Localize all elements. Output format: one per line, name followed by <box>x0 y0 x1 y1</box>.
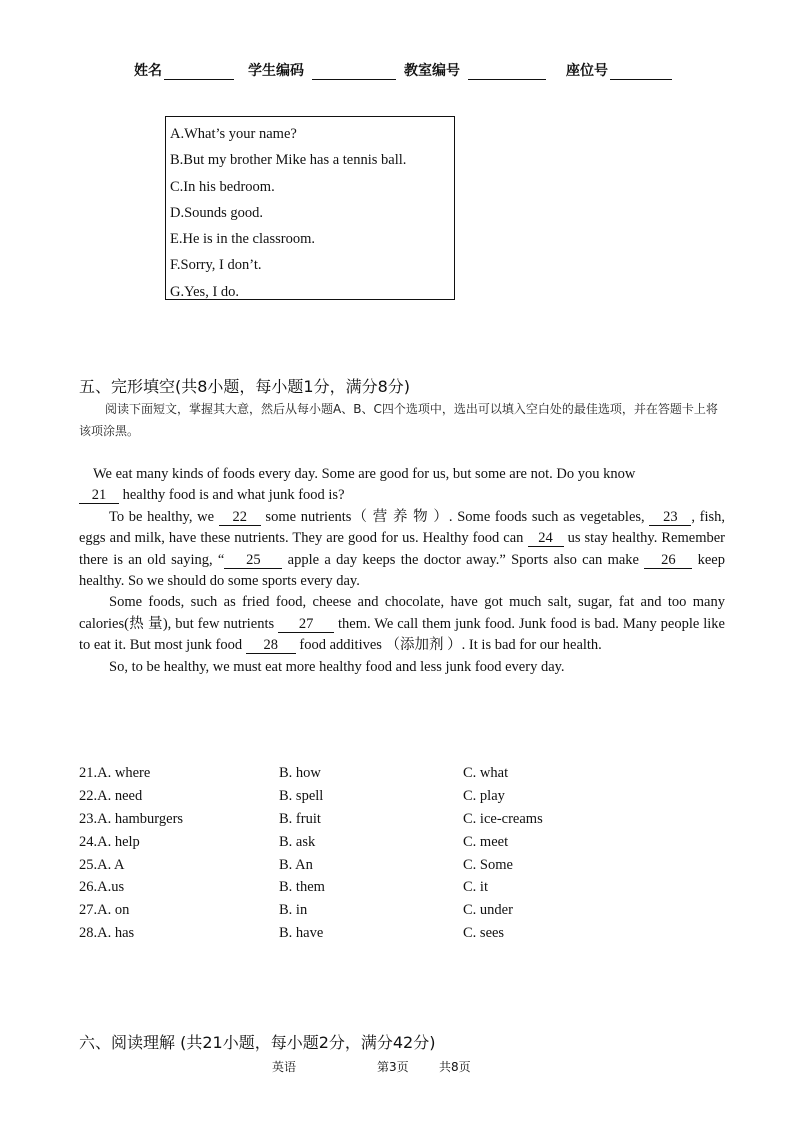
blank-23: 23 <box>649 509 691 526</box>
footer-page-number: 第3页 <box>377 1060 409 1074</box>
question-row <box>79 785 639 808</box>
section-6-title: 六、阅读理解 (共21小题，每小题2分，满分42分) <box>79 1033 436 1052</box>
choice-b[interactable]: B. in <box>279 902 308 919</box>
choice-b[interactable]: B. have <box>279 925 324 942</box>
blank-25: 25 <box>224 552 282 569</box>
blank-22: 22 <box>219 509 261 526</box>
choice-a[interactable]: 26.A.us <box>79 879 125 896</box>
choice-a[interactable]: 21.A. where <box>79 765 151 781</box>
choice-c[interactable]: C. ice-creams <box>463 810 543 827</box>
question-row <box>79 762 639 785</box>
question-row <box>79 854 639 877</box>
question-row <box>79 876 639 899</box>
question-row <box>79 808 639 831</box>
passage-paragraph-1: We eat many kinds of foods every day. Some are good for us, but some are not. Do you know 21 healthy food is and what junk food is? <box>79 464 725 507</box>
option-f: F.Sorry, I don’t. <box>170 257 262 274</box>
option-c: C.In his bedroom. <box>170 178 275 195</box>
name-field[interactable] <box>134 60 234 80</box>
choice-b[interactable]: B. spell <box>279 787 324 804</box>
choice-a[interactable]: 23.A. hamburgers <box>79 810 184 827</box>
choice-c[interactable]: C. what <box>463 765 509 781</box>
section-5-title: 五、完形填空(共8小题，每小题1分，满分8分) <box>79 377 411 396</box>
classroom-label: 教室编号 <box>404 63 460 79</box>
seat-field[interactable] <box>566 60 672 80</box>
choice-c[interactable]: C. play <box>463 787 505 804</box>
name-label: 姓名 <box>134 63 162 79</box>
choice-a[interactable]: 25.A. A <box>79 856 125 873</box>
option-b: B.But my brother Mike has a tennis ball. <box>170 152 407 169</box>
answer-options-box <box>165 116 455 300</box>
passage-paragraph-3: Some foods, such as fried food, cheese and chocolate, have got much salt, sugar, fat and too many calories(热 量), but few nutrients 27 them. We call them junk food. Junk food is bad. Many people like to eat it. But most junk food 28 food additives （添加剂 ）. It is bad for our health. <box>79 594 725 654</box>
choice-a[interactable]: 22.A. need <box>79 787 143 804</box>
blank-28: 28 <box>246 637 296 654</box>
choice-b[interactable]: B. how <box>279 765 321 781</box>
cloze-passage <box>79 464 725 678</box>
choice-a[interactable]: 28.A. has <box>79 925 135 942</box>
choice-b[interactable]: B. ask <box>279 833 316 850</box>
cloze-questions <box>79 762 639 945</box>
question-row <box>79 899 639 922</box>
choice-b[interactable]: B. them <box>279 879 325 896</box>
choice-c[interactable]: C. sees <box>463 925 505 942</box>
section-5-instructions: 阅读下面短文，掌握其大意，然后从每小题A、B、C四个选项中，选出可以填入空白处的最佳选项，并在答题卡上将该项涂黑。 <box>79 402 718 438</box>
passage-paragraph-4: So, to be healthy, we must eat more healthy food and less junk food every day. <box>109 658 565 675</box>
seat-label: 座位号 <box>566 63 608 79</box>
blank-26: 26 <box>644 552 692 569</box>
option-e: E.He is in the classroom. <box>170 231 315 248</box>
choice-a[interactable]: 27.A. on <box>79 902 130 919</box>
footer-total-pages: 共8页 <box>439 1060 471 1074</box>
choice-b[interactable]: B. fruit <box>279 810 321 827</box>
choice-a[interactable]: 24.A. help <box>79 833 140 850</box>
question-row <box>79 831 639 854</box>
student-id-label: 学生编码 <box>248 63 304 79</box>
passage-paragraph-2: To be healthy, we 22 some nutrients（ 营 养 物 ）. Some foods such as vegetables, 23 , fish, eggs and milk, have these nutrients. They are good for us. Healthy food can 24 us stay healthy. Remember there is an old saying, “ 25 apple a day keeps the doctor away.” Sports also can make 26 keep healthy. So we should do some sports every day. <box>79 508 726 590</box>
blank-27: 27 <box>278 616 334 633</box>
choice-b[interactable]: B. An <box>279 856 313 873</box>
question-row <box>79 922 639 945</box>
student-id-field[interactable] <box>248 60 396 80</box>
choice-c[interactable]: C. it <box>463 879 488 896</box>
choice-c[interactable]: C. meet <box>463 833 509 850</box>
footer-subject: 英语 <box>272 1060 297 1074</box>
choice-c[interactable]: C. Some <box>463 856 513 873</box>
choice-c[interactable]: C. under <box>463 902 513 919</box>
blank-21: 21 <box>79 487 119 504</box>
option-a: A.What’s your name? <box>170 126 297 142</box>
option-d: D.Sounds good. <box>170 204 264 221</box>
classroom-field[interactable] <box>404 60 546 80</box>
option-g: G.Yes, I do. <box>170 283 240 300</box>
blank-24: 24 <box>528 530 564 547</box>
